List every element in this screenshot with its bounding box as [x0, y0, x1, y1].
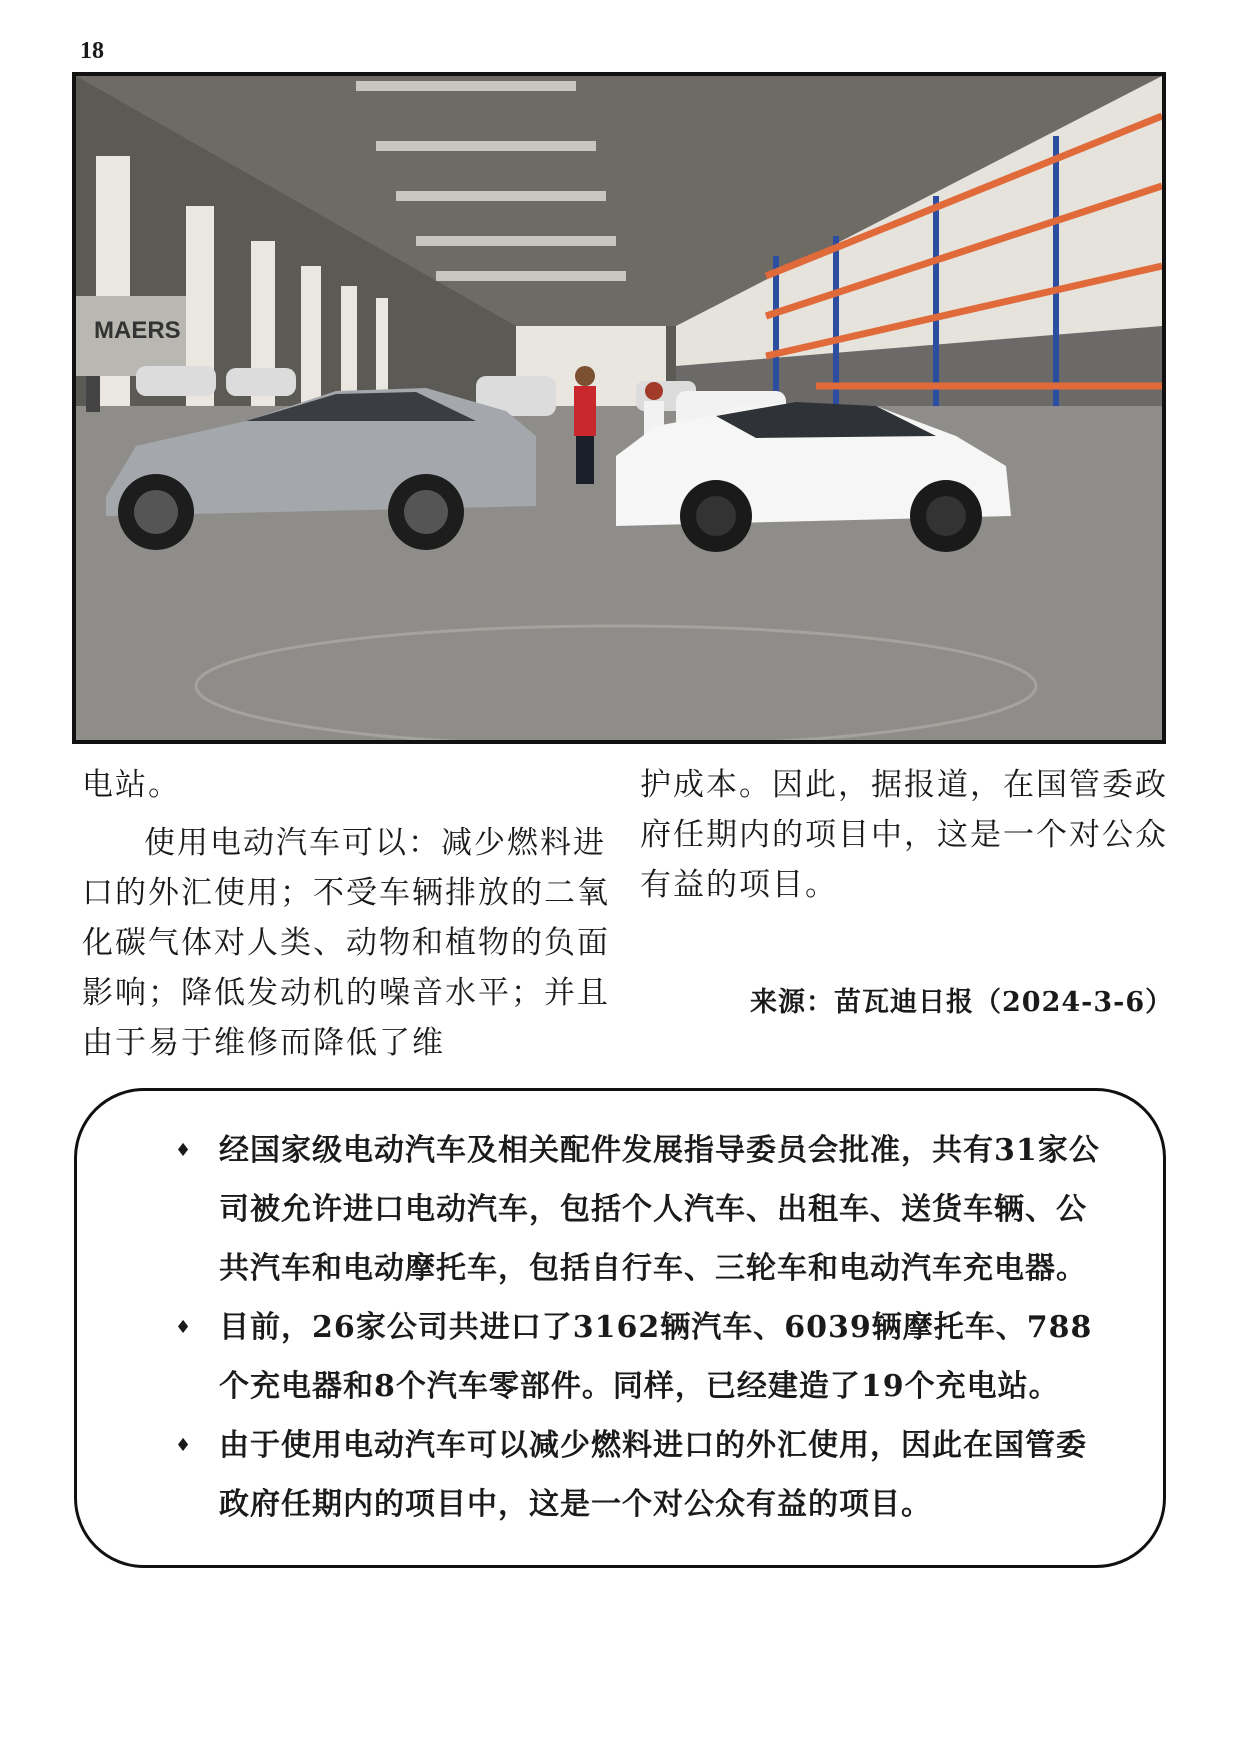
- photo-illustration: [76, 76, 1162, 740]
- summary-item-text: 目前，26家公司共进口了3162辆汽车、6039辆摩托车、788个充电器和8个汽车零部件。同样，已经建造了19个充电站。: [219, 1310, 1093, 1404]
- left-text-column: [82, 760, 612, 1068]
- summary-item: [139, 1121, 1103, 1298]
- diamond-bullet-icon: ♦: [175, 1317, 193, 1338]
- left-paragraph: 使用电动汽车可以：减少燃料进口的外汇使用；不受车辆排放的二氧化碳气体对人类、动物和植物的负面影响；降低发动机的噪音水平；并且由于易于维修而降低了维: [82, 825, 610, 1061]
- right-text-column: [640, 760, 1170, 910]
- summary-item: [139, 1416, 1103, 1534]
- left-continuation: 电站。: [82, 767, 181, 803]
- right-paragraph: 护成本。因此，据报道，在国管委政府任期内的项目中，这是一个对公众有益的项目。: [640, 767, 1168, 903]
- summary-item: [139, 1298, 1103, 1416]
- summary-list: [77, 1091, 1163, 1534]
- container-label: MAERS: [94, 317, 181, 344]
- source-citation: 来源：苗瓦迪日报（2024-3-6）: [750, 987, 1174, 1018]
- diamond-bullet-icon: ♦: [175, 1435, 193, 1456]
- summary-box: [74, 1088, 1166, 1568]
- page-number: 18: [80, 38, 104, 64]
- summary-item-text: 经国家级电动汽车及相关配件发展指导委员会批准，共有31家公司被允许进口电动汽车，包括个人汽车、出租车、送货车辆、公共汽车和电动摩托车，包括自行车、三轮车和电动汽车充电器。: [219, 1133, 1100, 1286]
- diamond-bullet-icon: ♦: [175, 1140, 193, 1161]
- warehouse-cars-photo: [72, 72, 1166, 744]
- summary-item-text: 由于使用电动汽车可以减少燃料进口的外汇使用，因此在国管委政府任期内的项目中，这是一个对公众有益的项目。: [219, 1428, 1087, 1522]
